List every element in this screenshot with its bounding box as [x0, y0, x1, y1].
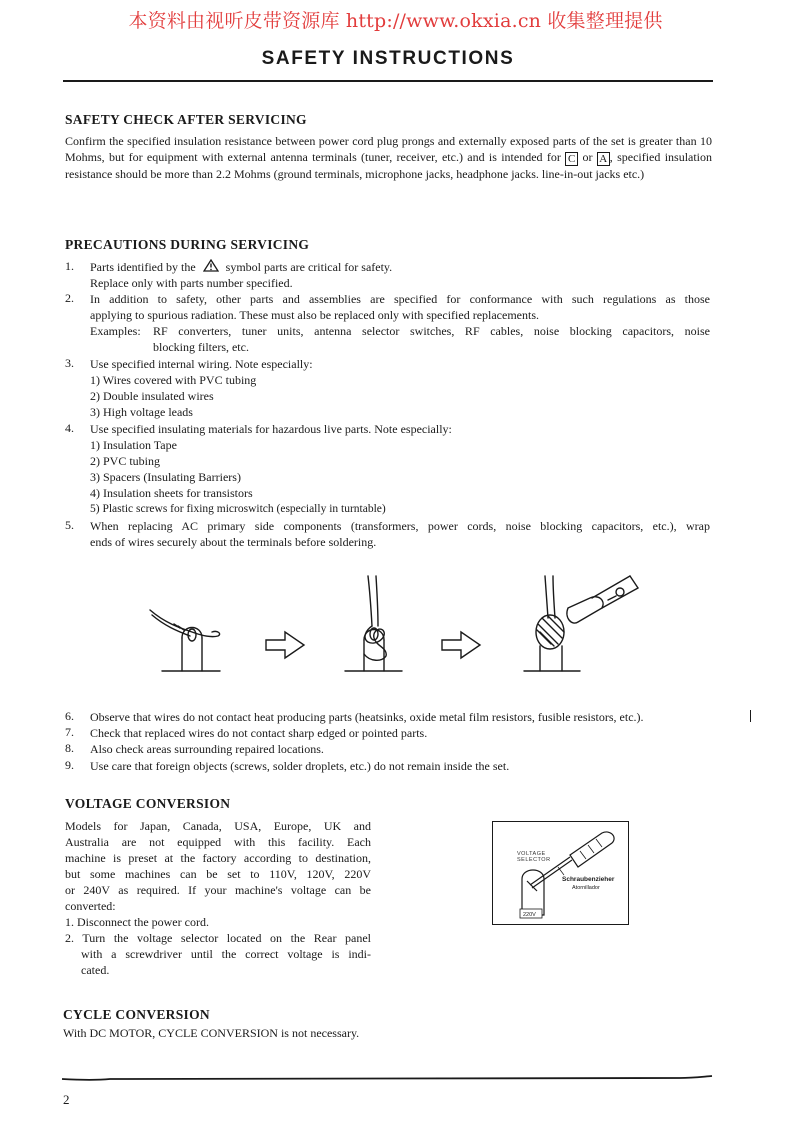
- class-c-symbol: C: [565, 152, 578, 166]
- voltage-line-1: Models for Japan, Canada, USA, Europe, UK and: [65, 819, 371, 833]
- item-1-number: 1.: [65, 259, 74, 273]
- voltage-step-2-line-1: 2. Turn the voltage selector located on the Rear panel: [65, 931, 371, 945]
- figure-label-screwdriver-es: Atornillador: [572, 885, 600, 891]
- voltage-line-5: or 240V as required. If your machine's voltage can be: [65, 883, 371, 897]
- item-4-number: 4.: [65, 421, 74, 435]
- safety-check-text: [65, 133, 712, 183]
- voltage-selector-figure: [492, 821, 630, 927]
- voltage-step-1: 1. Disconnect the power cord.: [65, 915, 209, 929]
- arrow-right-icon-1: [266, 632, 304, 658]
- margin-mark: [750, 710, 751, 722]
- item-6-number: 6.: [65, 709, 74, 723]
- item-5-line-1: When replacing AC primary side components (transformers, power cords, noise blocking capacitors, etc.), wrap: [90, 519, 710, 533]
- item-3-sub-3: 3) High voltage leads: [90, 405, 193, 419]
- voltage-line-6: converted:: [65, 899, 116, 913]
- terminal-stage-2-icon: [345, 576, 402, 671]
- item-7-text: Check that replaced wires do not contact sharp edged or pointed parts.: [90, 726, 428, 740]
- item-3-sub-2: 2) Double insulated wires: [90, 389, 214, 403]
- page-number: 2: [63, 1092, 70, 1107]
- safety-check-or: or: [582, 150, 593, 165]
- item-3-number: 3.: [65, 356, 74, 370]
- item-3-text: Use specified internal wiring. Note especially:: [90, 357, 313, 371]
- figure-label-selector: SELECTOR: [517, 857, 551, 863]
- voltage-line-3: machine is preset at the factory according to destination,: [65, 851, 371, 865]
- item-2-examples-line-2: blocking filters, etc.: [153, 340, 249, 354]
- page-title: SAFETY INSTRUCTIONS: [261, 48, 515, 69]
- safety-check-heading: SAFETY CHECK AFTER SERVICING: [65, 112, 307, 127]
- item-4-sub-3: 3) Spacers (Insulating Barriers): [90, 470, 241, 484]
- item-1-text-b: symbol parts are critical for safety.: [225, 260, 393, 274]
- precautions-heading: PRECAUTIONS DURING SERVICING: [65, 237, 310, 252]
- figure-label-voltage: VOLTAGE: [517, 851, 546, 857]
- cycle-heading: CYCLE CONVERSION: [63, 1007, 210, 1022]
- voltage-step-2-line-2: with a screwdriver until the correct voltage is indi-: [81, 947, 371, 961]
- voltage-line-2: Australia are not equipped with this facility. Each: [65, 835, 371, 849]
- item-5-line-2: ends of wires securely about the terminals before soldering.: [90, 535, 377, 549]
- item-1-line-1: [90, 259, 392, 275]
- item-1-line-2: Replace only with parts number specified.: [90, 276, 293, 290]
- item-5-number: 5.: [65, 518, 74, 532]
- item-9-text: Use care that foreign objects (screws, solder droplets, etc.) do not remain inside the set.: [90, 759, 510, 773]
- voltage-line-4: but some machines can be set to 110V, 120V, 220V: [65, 867, 371, 881]
- item-9-number: 9.: [65, 758, 74, 772]
- item-4-sub-5: 5) Plastic screws for fixing microswitch (especially in turntable): [90, 503, 386, 515]
- figure-label-220v: 220V: [523, 912, 536, 918]
- watermark: 本资料由视听皮带资源库 http://www.okxia.cn 收集整理提供: [128, 10, 663, 32]
- safety-check-text-1: Confirm the specified insulation resistance between power cord plug prongs and externally exposed parts of the set is greater than 10 Mohms, but for equipment with external antenna terminals (tuner, receiver, etc.) and is intended for: [65, 134, 712, 165]
- item-7-number: 7.: [65, 725, 74, 739]
- voltage-heading: VOLTAGE CONVERSION: [65, 796, 231, 811]
- item-1-text-a: Parts identified by the: [90, 260, 196, 274]
- terminal-stage-3-icon: [524, 576, 638, 671]
- item-8-number: 8.: [65, 741, 74, 755]
- item-6-text: Observe that wires do not contact heat producing parts (heatsinks, oxide metal film resistors, fusible resistors, etc.).: [90, 710, 644, 724]
- wire-wrapping-illustration: [140, 568, 660, 678]
- terminal-stage-1-icon: [150, 610, 220, 671]
- item-3-sub-1: 1) Wires covered with PVC tubing: [90, 373, 257, 387]
- item-2-line-2: applying to spurious radiation. These must also be replaced only with specified replacements.: [90, 308, 539, 322]
- item-2-examples-label: Examples:: [90, 324, 141, 338]
- class-a-symbol: A: [597, 152, 610, 166]
- figure-label-screwdriver-de: Schraubenzieher: [562, 876, 615, 883]
- warning-triangle-icon: [203, 259, 219, 272]
- item-4-sub-4: 4) Insulation sheets for transistors: [90, 486, 253, 500]
- arrow-right-icon-2: [442, 632, 480, 658]
- voltage-step-2-line-3: cated.: [81, 963, 110, 977]
- safety-check-text-2: , specified insulation resistance should be more than 2.2 Mohms (ground terminals, microphone jacks, headphone jacks. line-in-out jacks etc.): [65, 150, 713, 182]
- item-8-text: Also check areas surrounding repaired locations.: [90, 742, 324, 756]
- item-4-sub-1: 1) Insulation Tape: [90, 438, 177, 452]
- top-rule: [63, 80, 713, 82]
- cycle-text: With DC MOTOR, CYCLE CONVERSION is not necessary.: [63, 1026, 360, 1040]
- item-4-text: Use specified insulating materials for hazardous live parts. Note especially:: [90, 422, 452, 436]
- item-2-number: 2.: [65, 291, 74, 305]
- bottom-rule: [60, 1074, 715, 1084]
- item-4-sub-2: 2) PVC tubing: [90, 454, 161, 468]
- item-2-examples-line-1: RF converters, tuner units, antenna selector switches, RF cables, noise blocking capacitors, noise: [153, 324, 710, 338]
- item-2-line-1: In addition to safety, other parts and assemblies are specified for conformance with such regulations as those: [90, 292, 710, 306]
